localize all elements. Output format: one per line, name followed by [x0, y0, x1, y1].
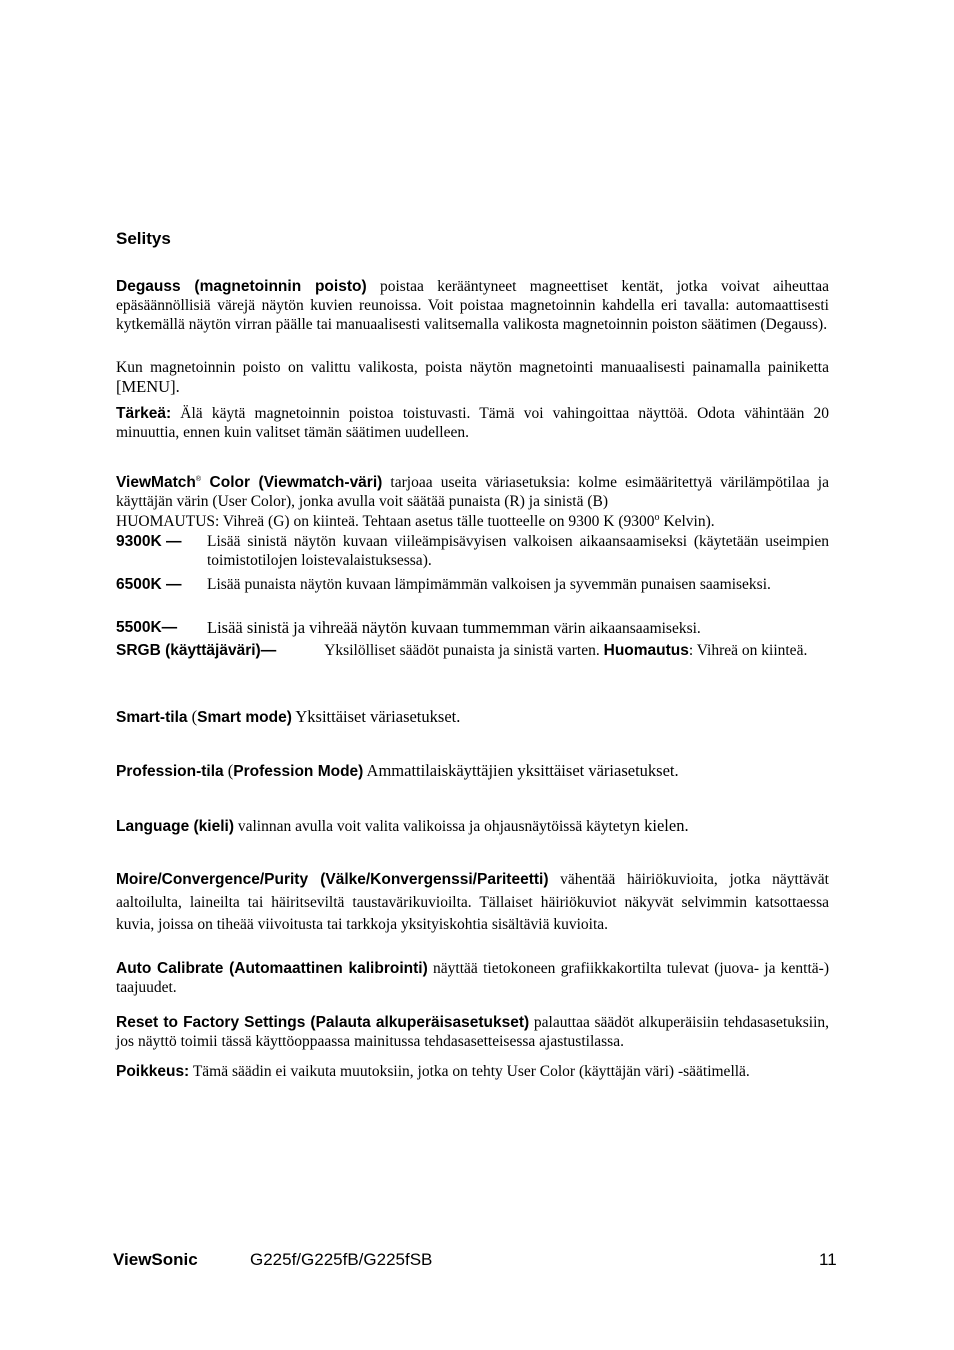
profession-term-a: Profession-tila [116, 763, 224, 780]
exception-text: Tämä säädin ei vaikuta muutoksiin, jotka on tehty User Color (käyttäjän väri) -säätimellä. [189, 1063, 750, 1080]
profession-text: Ammattilaiskäyttäjien yksittäiset väriasetukset. [363, 761, 679, 780]
auto-calibrate-term: Auto Calibrate (Automaattinen kalibrointi) [116, 960, 428, 977]
degauss-term: Degauss (magnetoinnin poisto) [116, 278, 367, 295]
viewmatch-term-b: Color (Viewmatch-väri) [201, 474, 383, 492]
srgb-line [116, 641, 829, 660]
preset-description [207, 618, 829, 638]
viewmatch-note [116, 508, 829, 531]
degauss-text-2b: [MENU]. [116, 377, 180, 396]
preset-label: 9300K — [116, 533, 182, 550]
preset-5500k [116, 618, 829, 638]
degauss-text-2a: Kun magnetoinnin poisto on valittu valikosta, poista näytön magnetointi manuaalisesti painamalla painiketta [116, 359, 829, 376]
moire-text: vähentää häiriökuvioita, jotka näyttävät aaltoilulta, laineilta tai häiritseviltä taustavärikuvioilta. Tällaiset häiriökuviot näkyvät selvimmin katsottaessa kuvia, joissa on tiheää viivoitusta tai tarkkoja yksityiskohtia sisältäviä kuvioita. [116, 871, 829, 933]
registered-mark: ® [195, 476, 201, 483]
degauss-paragraph-2 [116, 358, 829, 397]
degauss-important [116, 404, 829, 442]
degree-mark: o [654, 512, 660, 523]
degauss-paragraph [116, 277, 829, 334]
srgb-text: Yksilölliset säädöt punaista ja sinistä varten. [324, 642, 604, 659]
smart-term-b: Smart mode) [197, 709, 292, 726]
viewmatch-note-end: Kelvin). [659, 513, 715, 531]
language-paragraph [116, 816, 829, 836]
smart-term-a: Smart-tila [116, 709, 188, 726]
viewmatch-paragraph [116, 470, 829, 511]
degauss-text: poistaa kerääntyneet magneettiset kentät, jotka voivat aiheuttaa epäsäännöllisiä värejä näytön kuvien reunoissa. Voit poistaa magnetoinnin kahdella eri tavalla: automaattisesti kytkemällä näytön virran päälle tai manuaalisesti valitsemalla valikosta magnetoinnin poiston säätimen (Degauss). [116, 278, 829, 333]
reset-text: palauttaa säädöt alkuperäisiin tehdasasetuksiin, jos näyttö toimii tässä käyttöoppaassa mainitussa tehdasasetteisessa ajastustilassa. [116, 1014, 830, 1050]
preset-description: Lisää sinistä näytön kuvaan viileämpisävyisen valkoisen aikaansaamiseksi (käytetään useimpien toimistotilojen loistevalaistuksessa). [207, 533, 829, 569]
smart-paragraph [116, 707, 829, 727]
viewmatch-text: tarjoaa useita väriasetuksia: kolme esimääritettyä värilämpötilaa ja käyttäjän värin (User Color), jonka avulla voit säätää punaista (R) ja sinistä (B) [116, 474, 829, 511]
section-heading: Selitys [116, 229, 171, 248]
language-text-a: valinnan avulla voit valita valikoissa ja ohjausnäytöissä käytety [234, 818, 632, 835]
exception-paragraph [116, 1062, 829, 1081]
preset-6500k [116, 575, 829, 594]
viewmatch-term-a: ViewMatch [116, 474, 196, 492]
preset-label: 5500K— [116, 619, 178, 636]
srgb-note-label: Huomautus [603, 642, 689, 659]
preset-label: 6500K — [116, 576, 182, 593]
profession-term-b: Profession Mode) [233, 763, 364, 780]
preset-srgb [116, 641, 829, 660]
srgb-note-text: : Vihreä on kiinteä. [688, 642, 808, 659]
preset-text-a: Lisää sinistä ja vihreää näytön kuvaan tummemman [207, 618, 550, 637]
reset-term: Reset to Factory Settings (Palauta alkuperäisasetukset) [116, 1014, 530, 1031]
preset-9300k [116, 532, 829, 570]
footer-brand: ViewSonic [113, 1250, 198, 1269]
profession-paren: ( [223, 761, 234, 780]
auto-calibrate-text: näyttää tietokoneen grafiikkakortilta tulevat (juova- ja kenttä-) taajuudet. [116, 960, 829, 996]
profession-paragraph [116, 761, 829, 781]
moire-paragraph [116, 869, 829, 937]
preset-description: Lisää punaista näytön kuvaan lämpimämmän valkoisen ja syvemmän punaisen saamiseksi. [207, 576, 771, 593]
smart-text: Yksittäiset väriasetukset. [291, 707, 461, 726]
reset-paragraph [116, 1013, 829, 1051]
language-term: Language (kieli) [116, 818, 234, 835]
preset-text-b: värin aikaansaamiseksi. [549, 620, 701, 637]
moire-term: Moire/Convergence/Purity (Välke/Konvergenssi/Pariteetti) [116, 871, 549, 888]
footer-model: G225f/G225fB/G225fSB [250, 1250, 433, 1269]
language-text-b: n kielen. [631, 816, 689, 835]
important-text: Älä käytä magnetoinnin poistoa toistuvasti. Tämä voi vahingoittaa näyttöä. Odota vähintään 20 minuuttia, ennen kuin valitset tämän säätimen uudelleen. [116, 405, 829, 441]
srgb-label: SRGB (käyttäjäväri)— [116, 642, 277, 659]
auto-calibrate-paragraph [116, 959, 829, 997]
important-label: Tärkeä: [116, 405, 172, 422]
smart-paren: ( [187, 707, 198, 726]
page-number: 11 [819, 1250, 837, 1269]
exception-label: Poikkeus: [116, 1063, 190, 1080]
viewmatch-note-text: HUOMAUTUS: Vihreä (G) on kiinteä. Tehtaan asetus tälle tuotteelle on 9300 K (9300 [116, 513, 655, 531]
